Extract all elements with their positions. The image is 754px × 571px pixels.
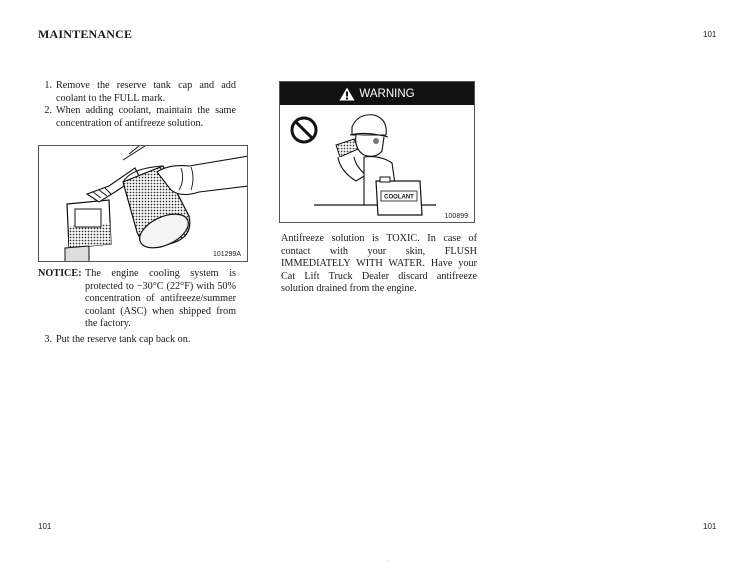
page-number-bottom-right: 101 [703,522,717,531]
toxic-drinking-illustration [280,105,475,223]
step-number: 1. [44,80,52,91]
notice-text: The engine cooling system is protected to −30°C (22°F) with 50% concentration of antifreeze/summer coolant (ASC) when shipped from the factory. [85,268,236,329]
step-3 [38,334,236,347]
page-number-bottom-left: 101 [38,522,52,531]
step-text: Remove the reserve tank cap and add coolant to the FULL mark. [56,80,236,104]
notice-label: NOTICE: [38,268,82,279]
warning-figure-label: 100899 [444,213,468,220]
warning-triangle-icon [339,87,355,101]
step-text: When adding coolant, maintain the same concentration of antifreeze solution. [56,105,236,129]
step-2 [38,105,236,130]
warning-box [279,81,475,223]
warning-title: WARNING [359,87,415,100]
coolant-fill-figure [38,145,248,262]
step-3-container [38,334,236,347]
step-number: 2. [44,105,52,116]
coolant-label: COOLANT [384,194,414,201]
coolant-pouring-illustration [39,146,248,262]
step-1 [38,80,236,105]
notice [38,268,236,331]
warning-header [280,82,474,105]
steps-list [38,80,236,130]
step-number: 3. [44,334,52,345]
warning-text: Antifreeze solution is TOXIC. In case of contact with your skin, FLUSH IMMEDIATELY WITH WATER. Have your Cat Lift Truck Dealer discard antifreeze solution drained from the engine. [281,233,477,294]
prohibition-icon [292,118,316,142]
section-title: MAINTENANCE [38,27,133,41]
step-text: Put the reserve tank cap back on. [56,334,191,345]
page-number-top: 101 [703,30,717,39]
scan-dot [388,560,389,561]
warning-illustration [280,105,474,223]
figure-label: 101299A [212,251,241,258]
